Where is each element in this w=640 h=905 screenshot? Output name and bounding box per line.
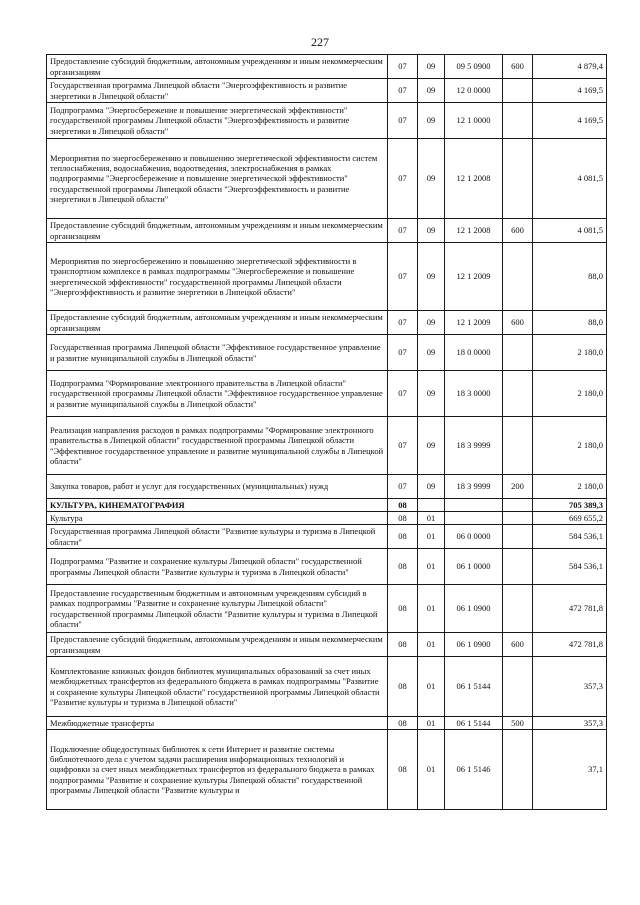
- row-expense-type-code: [503, 525, 533, 549]
- row-amount: 584 536,1: [533, 549, 607, 585]
- row-subsection-code: 09: [418, 243, 445, 311]
- row-amount: 88,0: [533, 311, 607, 335]
- row-target-article-code: 12 1 2009: [445, 311, 503, 335]
- table-row: [47, 55, 607, 79]
- row-amount: 4 879,4: [533, 55, 607, 79]
- row-subsection-code: 09: [418, 55, 445, 79]
- row-section-code: 08: [388, 499, 418, 512]
- table-row: [47, 717, 607, 730]
- row-name: Подключение общедоступных библиотек к сети Интернет и развитие системы библиотечного дела с учетом задачи расширения информационных технологий и оцифровки за счет иных межбюджетных трансфертов из федерального бюджета в рамках подпрограммы "Развитие и сохранение культуры Липецкой области" государственной программы Липецкой области "Развитие культуры и: [47, 730, 388, 810]
- row-target-article-code: 06 1 5144: [445, 657, 503, 717]
- row-subsection-code: 01: [418, 717, 445, 730]
- row-amount: 2 180,0: [533, 417, 607, 475]
- row-section-code: 07: [388, 311, 418, 335]
- row-subsection-code: 09: [418, 103, 445, 139]
- row-section-code: 08: [388, 585, 418, 633]
- row-section-code: 07: [388, 103, 418, 139]
- row-expense-type-code: [503, 657, 533, 717]
- row-target-article-code: 09 5 0900: [445, 55, 503, 79]
- row-subsection-code: 09: [418, 139, 445, 219]
- row-section-code: 07: [388, 335, 418, 371]
- row-expense-type-code: [503, 417, 533, 475]
- row-target-article-code: 18 3 9999: [445, 417, 503, 475]
- row-amount: 2 180,0: [533, 335, 607, 371]
- row-section-code: 08: [388, 549, 418, 585]
- row-section-code: 07: [388, 219, 418, 243]
- row-section-code: 08: [388, 730, 418, 810]
- row-name: Предоставление субсидий бюджетным, автономным учреждениям и иным некоммерческим организациям: [47, 633, 388, 657]
- row-name: Реализация направления расходов в рамках подпрограммы "Формирование электронного правительства в Липецкой области" государственной программы Липецкой области "Эффективное государственное управление и развитие муниципальной службы в Липецкой области": [47, 417, 388, 475]
- row-expense-type-code: [503, 335, 533, 371]
- row-amount: 37,1: [533, 730, 607, 810]
- table-row: [47, 633, 607, 657]
- row-amount: 357,3: [533, 657, 607, 717]
- row-subsection-code: 01: [418, 549, 445, 585]
- row-amount: 472 781,8: [533, 585, 607, 633]
- row-name: Предоставление государственным бюджетным и автономным учреждениям субсидий в рамках подпрограммы "Развитие и сохранение культуры Липецкой области" государственной программы Липецкой области "Развитие культуры и туризма в Липецкой области": [47, 585, 388, 633]
- row-name: Культура: [47, 512, 388, 525]
- row-name: Подпрограмма "Энергосбережение и повышение энергетической эффективности" государственной программы Липецкой области "Энергоэффективность и развитие энергетики в Липецкой области": [47, 103, 388, 139]
- row-name: Мероприятия по энергосбережению и повышению энергетической эффективности систем теплоснабжения, водоснабжения, водоотведения, электроснабжения в рамках подпрограммы "Энергосбережение и повышение энергетической эффективности" государственной программы Липецкой области "Энергоэффективность и развитие энергетики в Липецкой области": [47, 139, 388, 219]
- row-subsection-code: 09: [418, 371, 445, 417]
- row-section-code: 08: [388, 657, 418, 717]
- table-row: [47, 499, 607, 512]
- row-expense-type-code: [503, 103, 533, 139]
- row-expense-type-code: 600: [503, 311, 533, 335]
- row-name: Государственная программа Липецкой области "Энергоэффективность и развитие энергетики в Липецкой области": [47, 79, 388, 103]
- table-row: [47, 549, 607, 585]
- row-subsection-code: 09: [418, 417, 445, 475]
- row-amount: 357,3: [533, 717, 607, 730]
- row-expense-type-code: [503, 730, 533, 810]
- row-expense-type-code: 600: [503, 219, 533, 243]
- row-subsection-code: 01: [418, 512, 445, 525]
- row-target-article-code: 06 1 5146: [445, 730, 503, 810]
- row-expense-type-code: [503, 79, 533, 103]
- row-name: Предоставление субсидий бюджетным, автономным учреждениям и иным некоммерческим организациям: [47, 311, 388, 335]
- row-section-code: 08: [388, 717, 418, 730]
- row-name: Комплектование книжных фондов библиотек муниципальных образований за счет иных межбюджетных трансфертов из федерального бюджета в рамках подпрограммы "Развитие и сохранение культуры Липецкой области" государственной программы Липецкой области "Развитие культуры и туризма в Липецкой области": [47, 657, 388, 717]
- budget-table-body: [47, 55, 607, 810]
- row-target-article-code: 12 1 0000: [445, 103, 503, 139]
- row-subsection-code: 01: [418, 585, 445, 633]
- row-subsection-code: 01: [418, 525, 445, 549]
- row-section-code: 08: [388, 633, 418, 657]
- row-expense-type-code: [503, 499, 533, 512]
- row-name: Государственная программа Липецкой области "Эффективное государственное управление и развитие муниципальной службы в Липецкой области": [47, 335, 388, 371]
- row-subsection-code: 01: [418, 657, 445, 717]
- table-row: [47, 585, 607, 633]
- table-row: [47, 243, 607, 311]
- row-amount: 2 180,0: [533, 475, 607, 499]
- row-target-article-code: 06 1 0900: [445, 633, 503, 657]
- table-row: [47, 139, 607, 219]
- row-target-article-code: 18 3 0000: [445, 371, 503, 417]
- row-subsection-code: [418, 499, 445, 512]
- row-section-code: 07: [388, 475, 418, 499]
- row-amount: 4 081,5: [533, 139, 607, 219]
- row-section-code: 07: [388, 371, 418, 417]
- row-name: КУЛЬТУРА, КИНЕМАТОГРАФИЯ: [47, 499, 388, 512]
- table-row: [47, 417, 607, 475]
- row-section-code: 07: [388, 139, 418, 219]
- row-amount: 705 389,3: [533, 499, 607, 512]
- row-target-article-code: 06 1 5144: [445, 717, 503, 730]
- row-amount: 4 169,5: [533, 103, 607, 139]
- row-target-article-code: 12 1 2009: [445, 243, 503, 311]
- table-row: [47, 219, 607, 243]
- row-amount: 4 169,5: [533, 79, 607, 103]
- row-subsection-code: 09: [418, 79, 445, 103]
- row-name: Предоставление субсидий бюджетным, автономным учреждениям и иным некоммерческим организациям: [47, 219, 388, 243]
- row-subsection-code: 09: [418, 475, 445, 499]
- row-subsection-code: 09: [418, 219, 445, 243]
- row-name: Подпрограмма "Формирование электронного правительства в Липецкой области" государственной программы Липецкой области "Эффективное государственное управление и развитие муниципальной службы в Липецкой области": [47, 371, 388, 417]
- row-expense-type-code: 500: [503, 717, 533, 730]
- row-expense-type-code: [503, 585, 533, 633]
- row-amount: 2 180,0: [533, 371, 607, 417]
- row-section-code: 08: [388, 512, 418, 525]
- row-amount: 669 655,2: [533, 512, 607, 525]
- row-target-article-code: 12 0 0000: [445, 79, 503, 103]
- table-row: [47, 657, 607, 717]
- row-section-code: 07: [388, 79, 418, 103]
- row-target-article-code: 18 0 0000: [445, 335, 503, 371]
- table-row: [47, 311, 607, 335]
- row-name: Подпрограмма "Развитие и сохранение культуры Липецкой области" государственной программы Липецкой области "Развитие культуры и туризма в Липецкой области": [47, 549, 388, 585]
- row-expense-type-code: 600: [503, 55, 533, 79]
- row-expense-type-code: [503, 549, 533, 585]
- row-target-article-code: 06 0 0000: [445, 525, 503, 549]
- row-section-code: 07: [388, 417, 418, 475]
- row-expense-type-code: 200: [503, 475, 533, 499]
- table-row: [47, 512, 607, 525]
- table-row: [47, 335, 607, 371]
- row-expense-type-code: [503, 243, 533, 311]
- row-name: Закупка товаров, работ и услуг для государственных (муниципальных) нужд: [47, 475, 388, 499]
- table-row: [47, 475, 607, 499]
- row-target-article-code: 06 1 0000: [445, 549, 503, 585]
- budget-table: [46, 54, 607, 810]
- row-section-code: 07: [388, 243, 418, 311]
- row-name: Мероприятия по энергосбережению и повышению энергетической эффективности в транспортном комплексе в рамках подпрограммы "Энергосбережение и повышение энергетической эффективности" государственной программы Липецкой области "Энергоэффективность и развитие энергетики в Липецкой области": [47, 243, 388, 311]
- row-target-article-code: 18 3 9999: [445, 475, 503, 499]
- table-row: [47, 371, 607, 417]
- table-row: [47, 79, 607, 103]
- row-amount: 88,0: [533, 243, 607, 311]
- table-row: [47, 103, 607, 139]
- row-target-article-code: 12 1 2008: [445, 139, 503, 219]
- row-subsection-code: 01: [418, 633, 445, 657]
- page-number: 227: [311, 35, 329, 49]
- row-expense-type-code: 600: [503, 633, 533, 657]
- row-target-article-code: [445, 499, 503, 512]
- row-section-code: 08: [388, 525, 418, 549]
- row-expense-type-code: [503, 512, 533, 525]
- row-name: Межбюджетные трансферты: [47, 717, 388, 730]
- row-target-article-code: 06 1 0900: [445, 585, 503, 633]
- row-target-article-code: [445, 512, 503, 525]
- row-subsection-code: 09: [418, 311, 445, 335]
- row-section-code: 07: [388, 55, 418, 79]
- table-row: [47, 730, 607, 810]
- row-subsection-code: 01: [418, 730, 445, 810]
- row-subsection-code: 09: [418, 335, 445, 371]
- row-name: Предоставление субсидий бюджетным, автономным учреждениям и иным некоммерческим организациям: [47, 55, 388, 79]
- row-target-article-code: 12 1 2008: [445, 219, 503, 243]
- row-amount: 4 081,5: [533, 219, 607, 243]
- row-name: Государственная программа Липецкой области "Развитие культуры и туризма в Липецкой области": [47, 525, 388, 549]
- row-amount: 472 781,8: [533, 633, 607, 657]
- row-amount: 584 536,1: [533, 525, 607, 549]
- row-expense-type-code: [503, 371, 533, 417]
- table-row: [47, 525, 607, 549]
- row-expense-type-code: [503, 139, 533, 219]
